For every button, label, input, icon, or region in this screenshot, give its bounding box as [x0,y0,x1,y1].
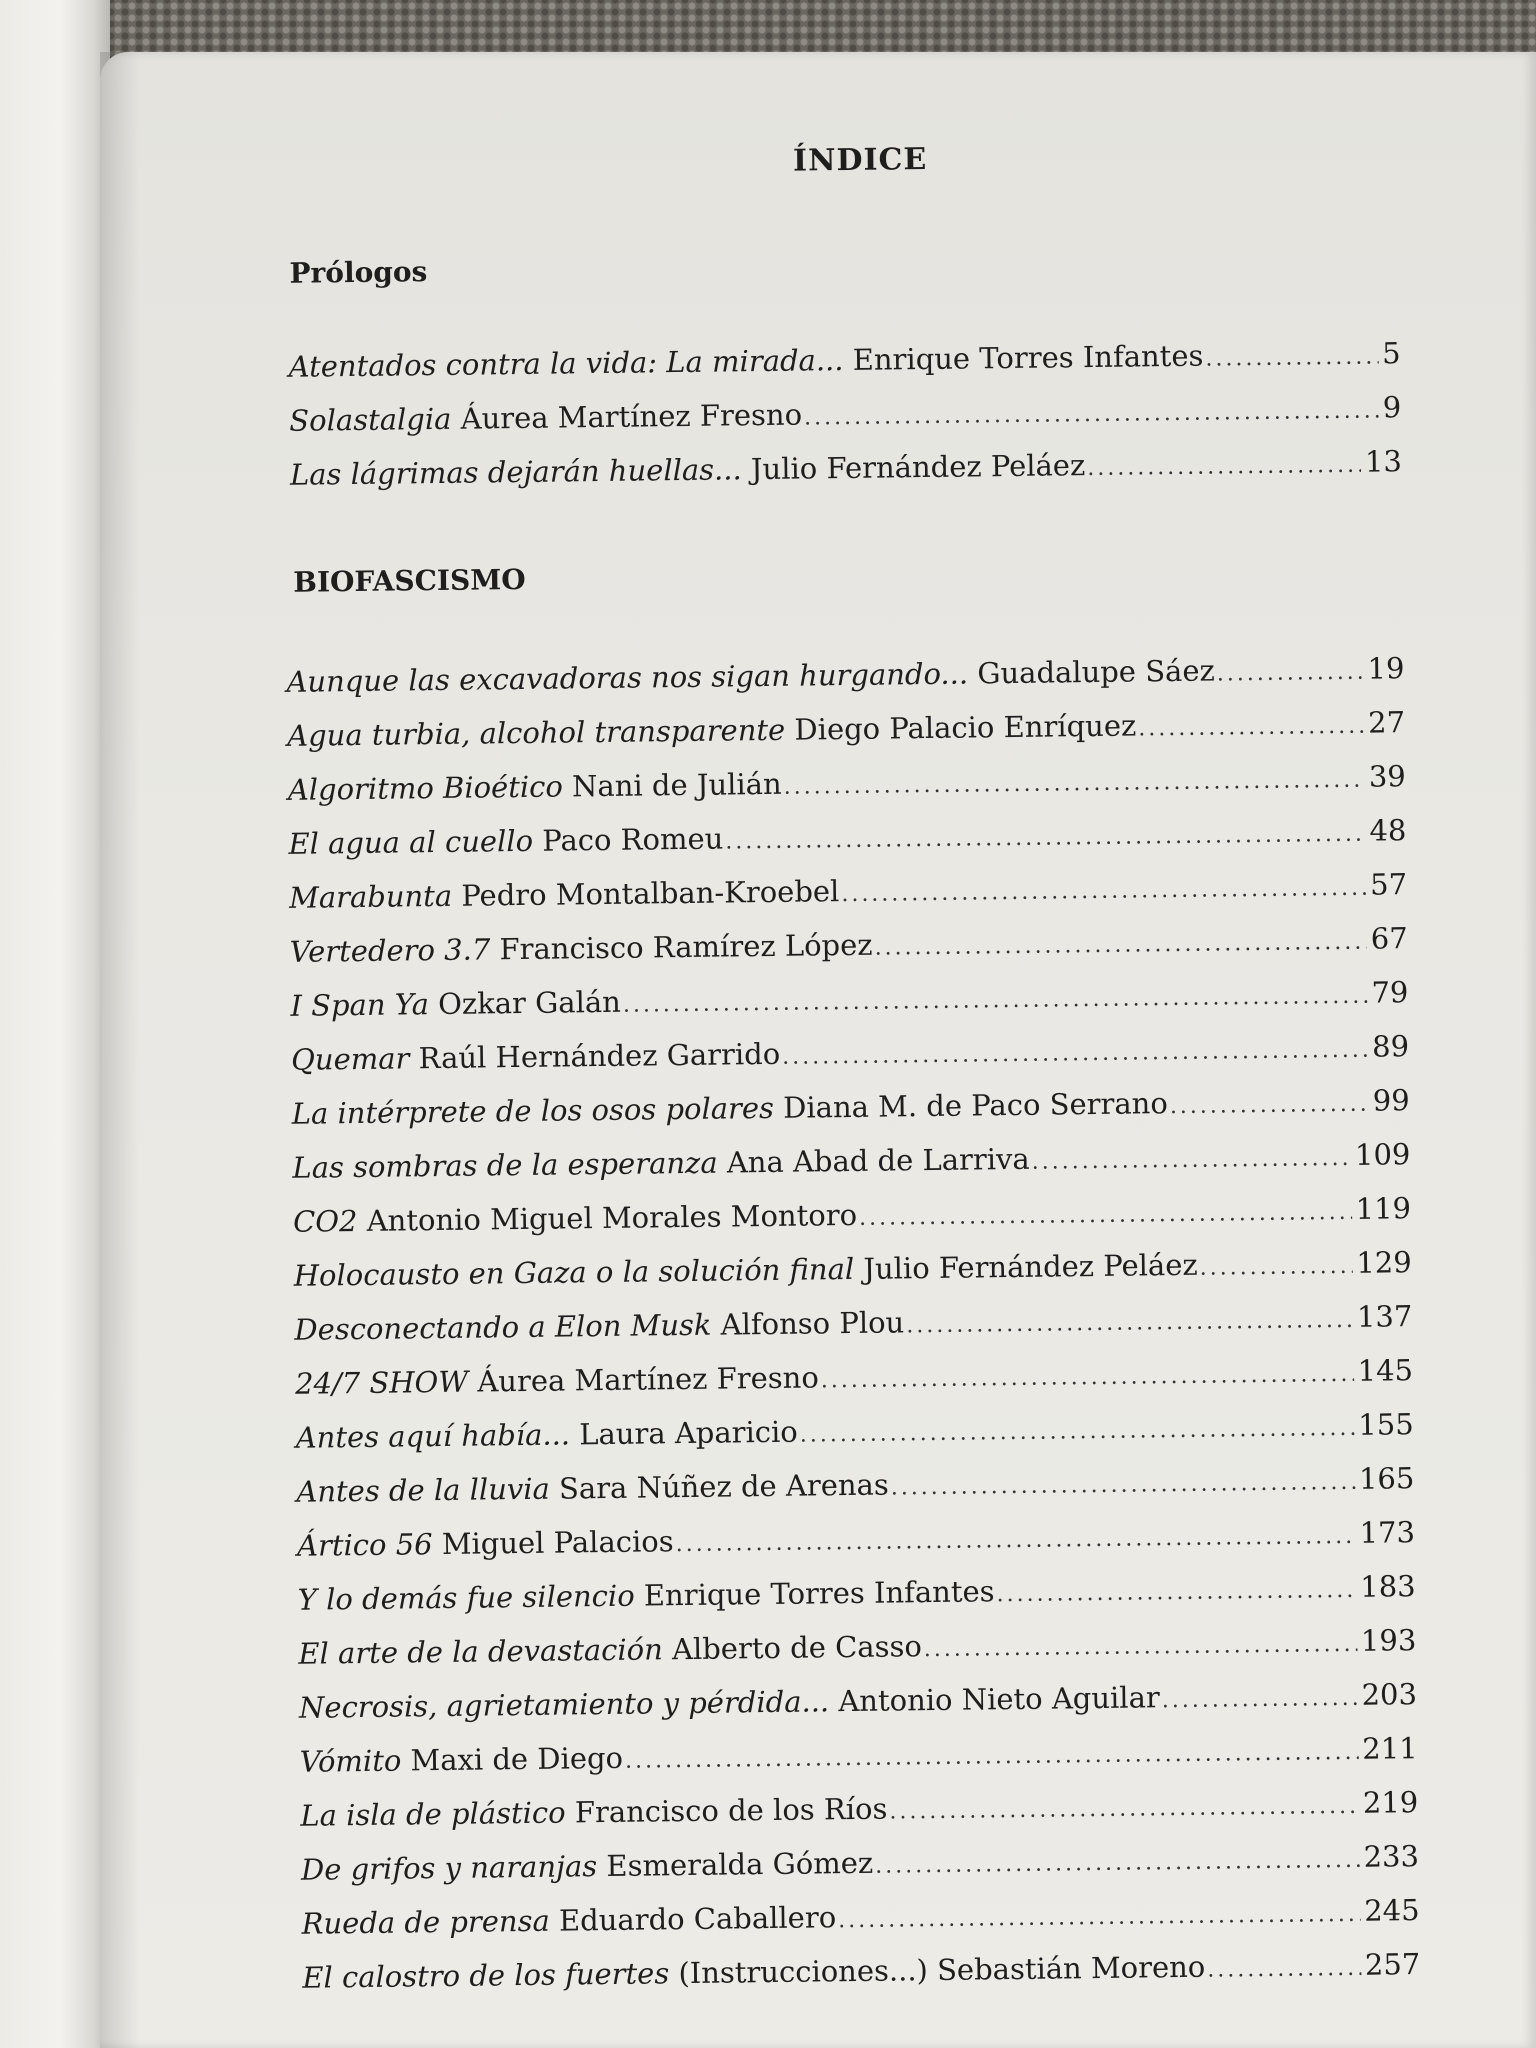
section-heading-prologos: Prólogos [289,255,428,290]
entry-author: Miguel Palacios [441,1524,674,1562]
entry-page-number: 203 [1361,1677,1418,1712]
entry-title: Desconectando a Elon Musk [294,1307,712,1347]
entry-author: Diego Palacio Enríquez [794,708,1137,747]
entry-author: Enrique Torres Infantes [852,338,1204,377]
dot-leader [889,1782,1359,1838]
entry-author: Pedro Montalban-Kroebel [461,874,840,913]
left-page-edge [0,0,110,2048]
entry-title: I Span Ya [290,987,430,1023]
dot-leader [906,1296,1353,1351]
entry-page-number: 67 [1370,921,1408,956]
entry-title: Antes de la lluvia [296,1471,551,1509]
entry-page-number: 193 [1360,1623,1417,1658]
entry-page-number: 211 [1362,1731,1418,1766]
entry-page-number: 89 [1371,1029,1410,1064]
entry-title: Agua turbia, alcohol transparente [286,712,786,753]
dot-leader [841,864,1366,920]
dot-leader [890,1458,1355,1514]
entry-title: Ártico 56 [296,1527,433,1563]
entry-page-number: 99 [1372,1083,1410,1118]
dot-leader [1087,441,1361,494]
entry-title: Vertedero 3.7 [289,932,491,969]
entry-page-number: 79 [1371,975,1409,1010]
dot-leader [799,1404,1354,1461]
dot-leader [783,756,1365,813]
entry-page-number: 5 [1381,336,1401,371]
entry-author: Maxi de Diego [410,1740,624,1778]
entry-page-number: 57 [1369,867,1408,902]
dot-leader [782,1026,1369,1083]
entry-page-number: 13 [1364,444,1403,479]
dot-leader [625,1728,1359,1787]
entry-title: El arte de la devastación [298,1632,664,1671]
entry-page-number: 155 [1358,1407,1414,1442]
dot-leader [924,1620,1358,1675]
entry-author: Eduardo Caballero [558,1900,837,1938]
entry-title: El calostro de los fuertes [302,1956,670,1995]
entry-title: Marabunta [288,878,453,915]
entry-author: Guadalupe Sáez [977,653,1215,691]
entry-author: Antonio Nieto Aguilar [838,1680,1160,1719]
entry-page-number: 145 [1357,1353,1414,1388]
entry-title: Rueda de prensa [301,1903,551,1941]
entry-author: Paco Romeu [542,821,724,858]
entry-page-number: 173 [1359,1515,1416,1550]
dot-leader [623,972,1368,1031]
dot-leader [996,1566,1356,1620]
entry-title: 24/7 SHOW [294,1364,469,1401]
entry-page-number: 183 [1360,1569,1416,1604]
entry-author: Julio Fernández Peláez [750,448,1086,487]
entry-author: (Instrucciones...) Sebastián Moreno [678,1949,1206,1991]
page-title: ÍNDICE [792,141,928,179]
entry-author: Nani de Julián [571,766,782,804]
entry-author: Sara Núñez de Arenas [558,1467,889,1506]
entry-title: La isla de plástico [300,1795,566,1833]
entry-title: Atentados contra la vida: La mirada... [288,343,844,384]
entry-title: Las sombras de la esperanza [292,1145,718,1185]
entry-title: CO2 [292,1204,358,1239]
entry-author: Áurea Martínez Fresno [477,1360,819,1399]
entry-title: Vómito [299,1743,402,1779]
entry-title: De grifos y naranjas [300,1849,598,1887]
dot-leader [838,1890,1361,1946]
entry-author: Antonio Miguel Morales Montoro [366,1197,858,1238]
section-heading-biofascismo: BIOFASCISMO [293,562,526,599]
entry-title: Quemar [290,1041,410,1077]
dot-leader [675,1512,1356,1570]
dot-leader [821,1350,1354,1407]
entry-author: Áurea Martínez Fresno [460,397,803,436]
entry-page-number: 27 [1367,705,1406,740]
table-of-contents [270,136,1433,2007]
entry-page-number: 233 [1363,1839,1420,1874]
page-gutter-shadow [100,52,140,2048]
entry-author: Alberto de Casso [671,1629,923,1667]
entry-title: Solastalgia [289,401,452,438]
entry-author: Laura Aparicio [579,1414,798,1452]
entry-title: Holocausto en Gaza o la solución final [293,1251,855,1293]
dot-leader [725,810,1366,868]
dot-leader [1161,1674,1357,1726]
entry-page-number: 119 [1355,1191,1412,1226]
entry-page-number: 137 [1356,1299,1413,1334]
prologos-list [288,328,1402,504]
dot-leader [1205,332,1378,384]
dot-leader [1199,1242,1352,1294]
entry-author: Ana Abad de Larriva [726,1141,1030,1180]
entry-title: Aunque las excavadoras nos sigan hurgando... [286,656,969,699]
dot-leader [1170,1080,1370,1132]
entry-page-number: 19 [1367,651,1405,686]
entry-page-number: 109 [1354,1137,1411,1172]
entry-page-number: 245 [1364,1893,1420,1928]
dot-leader [1217,648,1364,700]
entry-page-number: 257 [1364,1947,1421,1982]
entry-author: Francisco de los Ríos [574,1791,888,1830]
entry-page-number: 48 [1369,813,1407,848]
entry-title: Las lágrimas dejarán huellas... [289,452,742,492]
biofascismo-list [286,643,1420,2007]
entry-author: Raúl Hernández Garrido [418,1036,781,1076]
dot-leader [1031,1134,1351,1188]
dot-leader [804,386,1379,443]
dot-leader [1207,1944,1361,1996]
entry-title: Necrosis, agrietamiento y pérdida... [298,1684,830,1725]
entry-author: Enrique Torres Infantes [643,1574,995,1613]
entry-title: Algoritmo Bioético [287,769,564,807]
entry-author: Diana M. de Paco Serrano [782,1086,1169,1125]
entry-author: Ozkar Galán [437,984,622,1022]
entry-title: Antes aquí había... [295,1417,571,1455]
entry-author: Esmeralda Gómez [606,1845,874,1884]
dot-leader [1138,702,1365,755]
entry-page-number: 219 [1362,1785,1419,1820]
entry-title: La intérprete de los osos polares [291,1090,775,1131]
dot-leader [875,1836,1360,1892]
entry-page-number: 9 [1382,390,1402,425]
entry-page-number: 129 [1356,1245,1412,1280]
dot-leader [874,918,1367,974]
entry-page-number: 165 [1358,1461,1415,1496]
dot-leader [859,1188,1352,1244]
entry-page-number: 39 [1368,759,1406,794]
entry-author: Francisco Ramírez López [499,927,873,967]
entry-title: Y lo demás fue silencio [297,1578,635,1617]
entry-author: Alfonso Plou [720,1305,905,1342]
entry-title: El agua al cuello [288,823,534,861]
entry-author: Julio Fernández Peláez [863,1247,1198,1286]
